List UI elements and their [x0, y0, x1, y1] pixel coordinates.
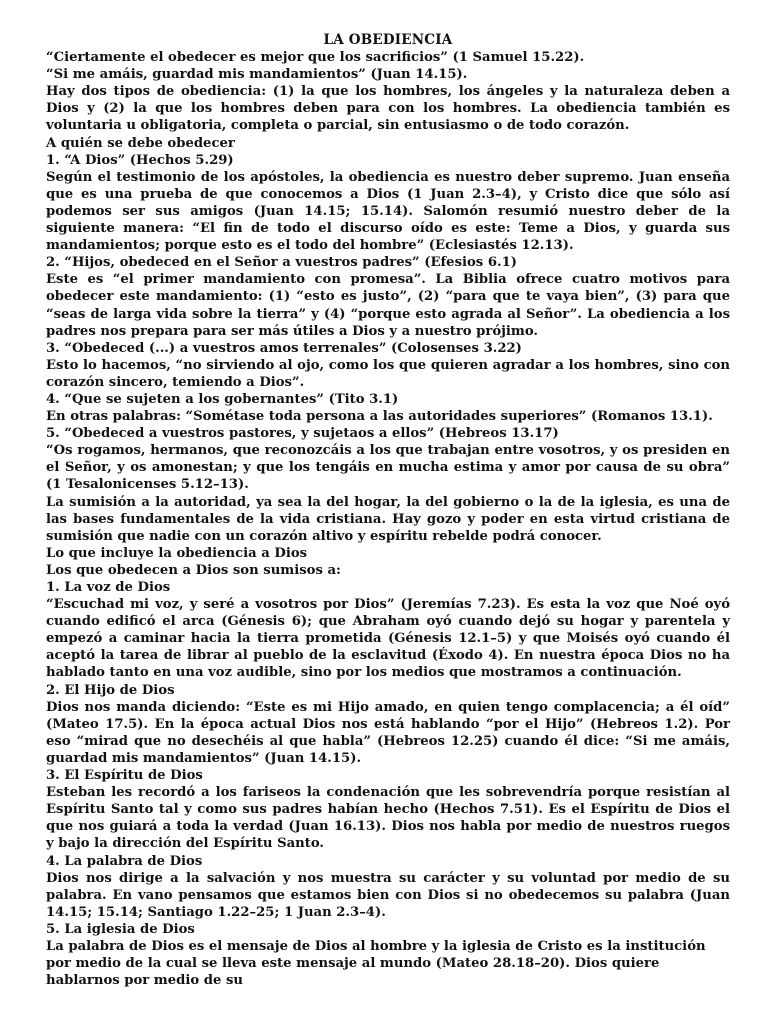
point-heading: 1. La voz de Dios: [46, 580, 171, 595]
intro-paragraph: Hay dos tipos de obediencia: (1) la que los hombres, los ángeles y la naturaleza deben a Dios y (2) la que los hombres deben para con los hombres. La obediencia también es voluntaria u obligatoria, completa o parcial, sin entusiasmo o de todo corazón.: [46, 84, 730, 134]
document-body: [46, 49, 730, 989]
point-heading: 5. La iglesia de Dios: [46, 921, 195, 937]
point-heading: 5. “Obedeced a vuestros pastores, y sujetaos a ellos” (Hebreos 13.17): [46, 426, 559, 442]
body-paragraph: La sumisión a la autoridad, ya sea la del hogar, la del gobierno o la de la iglesia, es una de las bases fundamentales de la vida cristiana. Hay gozo y poder en esta virtud cristiana de sumisión que nadie con un corazón altivo y espíritu rebelde podrá conocer.: [46, 494, 730, 544]
body-paragraph: La palabra de Dios es el mensaje de Dios al hombre y la iglesia de Cristo es la institución por medio de la cual se lleva este mensaje al mundo (Mateo 28.18–20). Dios quiere hablarnos por medio de su: [46, 938, 706, 989]
point-heading: 3. El Espíritu de Dios: [46, 768, 203, 784]
section-intro: Los que obedecen a Dios son sumisos a:: [46, 562, 341, 578]
epigraph-2: “Si me amáis, guardad mis mandamientos” (Juan 14.15).: [46, 67, 468, 83]
body-paragraph: “Escuchad mi voz, y seré a vosotros por Dios” (Jeremías 7.23). Es esta la voz que Noé oyó cuando edificó el arca (Génesis 6); que Abraham oyó cuando dejó su hogar y parentela y empezó a caminar hacia la tierra prometida (Génesis 12.1–5) y que Moisés oyó cuando él aceptó la tarea de librar al pueblo de la esclavitud (Éxodo 4). En nuestra época Dios no ha hablado tanto en una voz audible, sino por los medios que mostramos a continuación.: [46, 597, 730, 681]
body-paragraph: “Os rogamos, hermanos, que reconozcáis a los que trabajan entre vosotros, y os presiden en el Señor, y os amonestan; y que los tengáis en mucha estima y amor por causa de su obra” (1 Tesalonicenses 5.12–13).: [46, 443, 730, 493]
body-paragraph: Esto lo hacemos, “no sirviendo al ojo, como los que quieren agradar a los hombres, sino con corazón sincero, temiendo a Dios”.: [46, 357, 730, 390]
point-heading: 4. La palabra de Dios: [46, 853, 203, 869]
body-paragraph: Esteban les recordó a los fariseos la condenación que les sobrevendría porque resistían al Espíritu Santo tal y como sus padres habían hecho (Hechos 7.51). Es el Espíritu de Dios el que nos guiará a toda la verdad (Juan 16.13). Dios nos habla por medio de nuestros ruegos y bajo la dirección del Espíritu Santo.: [46, 785, 730, 852]
body-paragraph: En otras palabras: “Sométase toda persona a las autoridades superiores” (Romanos 13.1).: [46, 409, 713, 425]
point-heading: 2. “Hijos, obedeced en el Señor a vuestros padres” (Efesios 6.1): [46, 255, 517, 271]
body-paragraph: Este es “el primer mandamiento con promesa”. La Biblia ofrece cuatro motivos para obedecer este mandamiento: (1) “esto es justo”, (2) “para que te vaya bien”, (3) para que “seas de larga vida sobre la tierra” y (4) “porque esto agrada al Señor”. La obediencia a los padres nos prepara para ser más útiles a Dios y a nuestro prójimo.: [46, 272, 730, 339]
body-paragraph: Dios nos dirige a la salvación y nos muestra su carácter y su voluntad por medio de su palabra. En vano pensamos que estamos bien con Dios si no obedecemos su palabra (Juan 14.15; 15.14; Santiago 1.22–25; 1 Juan 2.3–4).: [46, 870, 730, 920]
point-heading: 2. El Hijo de Dios: [46, 682, 175, 698]
document-title: LA OBEDIENCIA: [323, 32, 453, 48]
body-paragraph: Según el testimonio de los apóstoles, la obediencia es nuestro deber supremo. Juan enseña que es una prueba de que conocemos a Dios (1 Juan 2.3–4), y Cristo dice que sólo así podemos ser sus amigos (Juan 14.15; 15.14). Salomón resumió nuestro deber de la siguiente manera: “El fin de todo el discurso oído es este: Teme a Dios, y guarda sus mandamientos; porque esto es el todo del hombre” (Eclesiastés 12.13).: [46, 169, 730, 254]
point-heading: 3. “Obedeced (...) a vuestros amos terrenales” (Colosenses 3.22): [46, 340, 522, 356]
section-heading: A quién se debe obedecer: [46, 135, 235, 151]
epigraph-1: “Ciertamente el obedecer es mejor que los sacrificios” (1 Samuel 15.22).: [46, 50, 585, 66]
body-paragraph: Dios nos manda diciendo: “Este es mi Hijo amado, en quien tengo complacencia; a él oíd” (Mateo 17.5). En la época actual Dios nos está hablando “por el Hijo” (Hebreos 1.2). Por eso “mirad que no desechéis al que habla” (Hebreos 12.25) cuando él dice: “Si me amáis, guardad mis mandamientos” (Juan 14.15).: [46, 699, 730, 766]
section-heading: Lo que incluye la obediencia a Dios: [46, 545, 308, 561]
point-heading: 4. “Que se sujeten a los gobernantes” (Tito 3.1): [46, 391, 399, 407]
point-heading: 1. “A Dios” (Hechos 5.29): [46, 152, 234, 168]
